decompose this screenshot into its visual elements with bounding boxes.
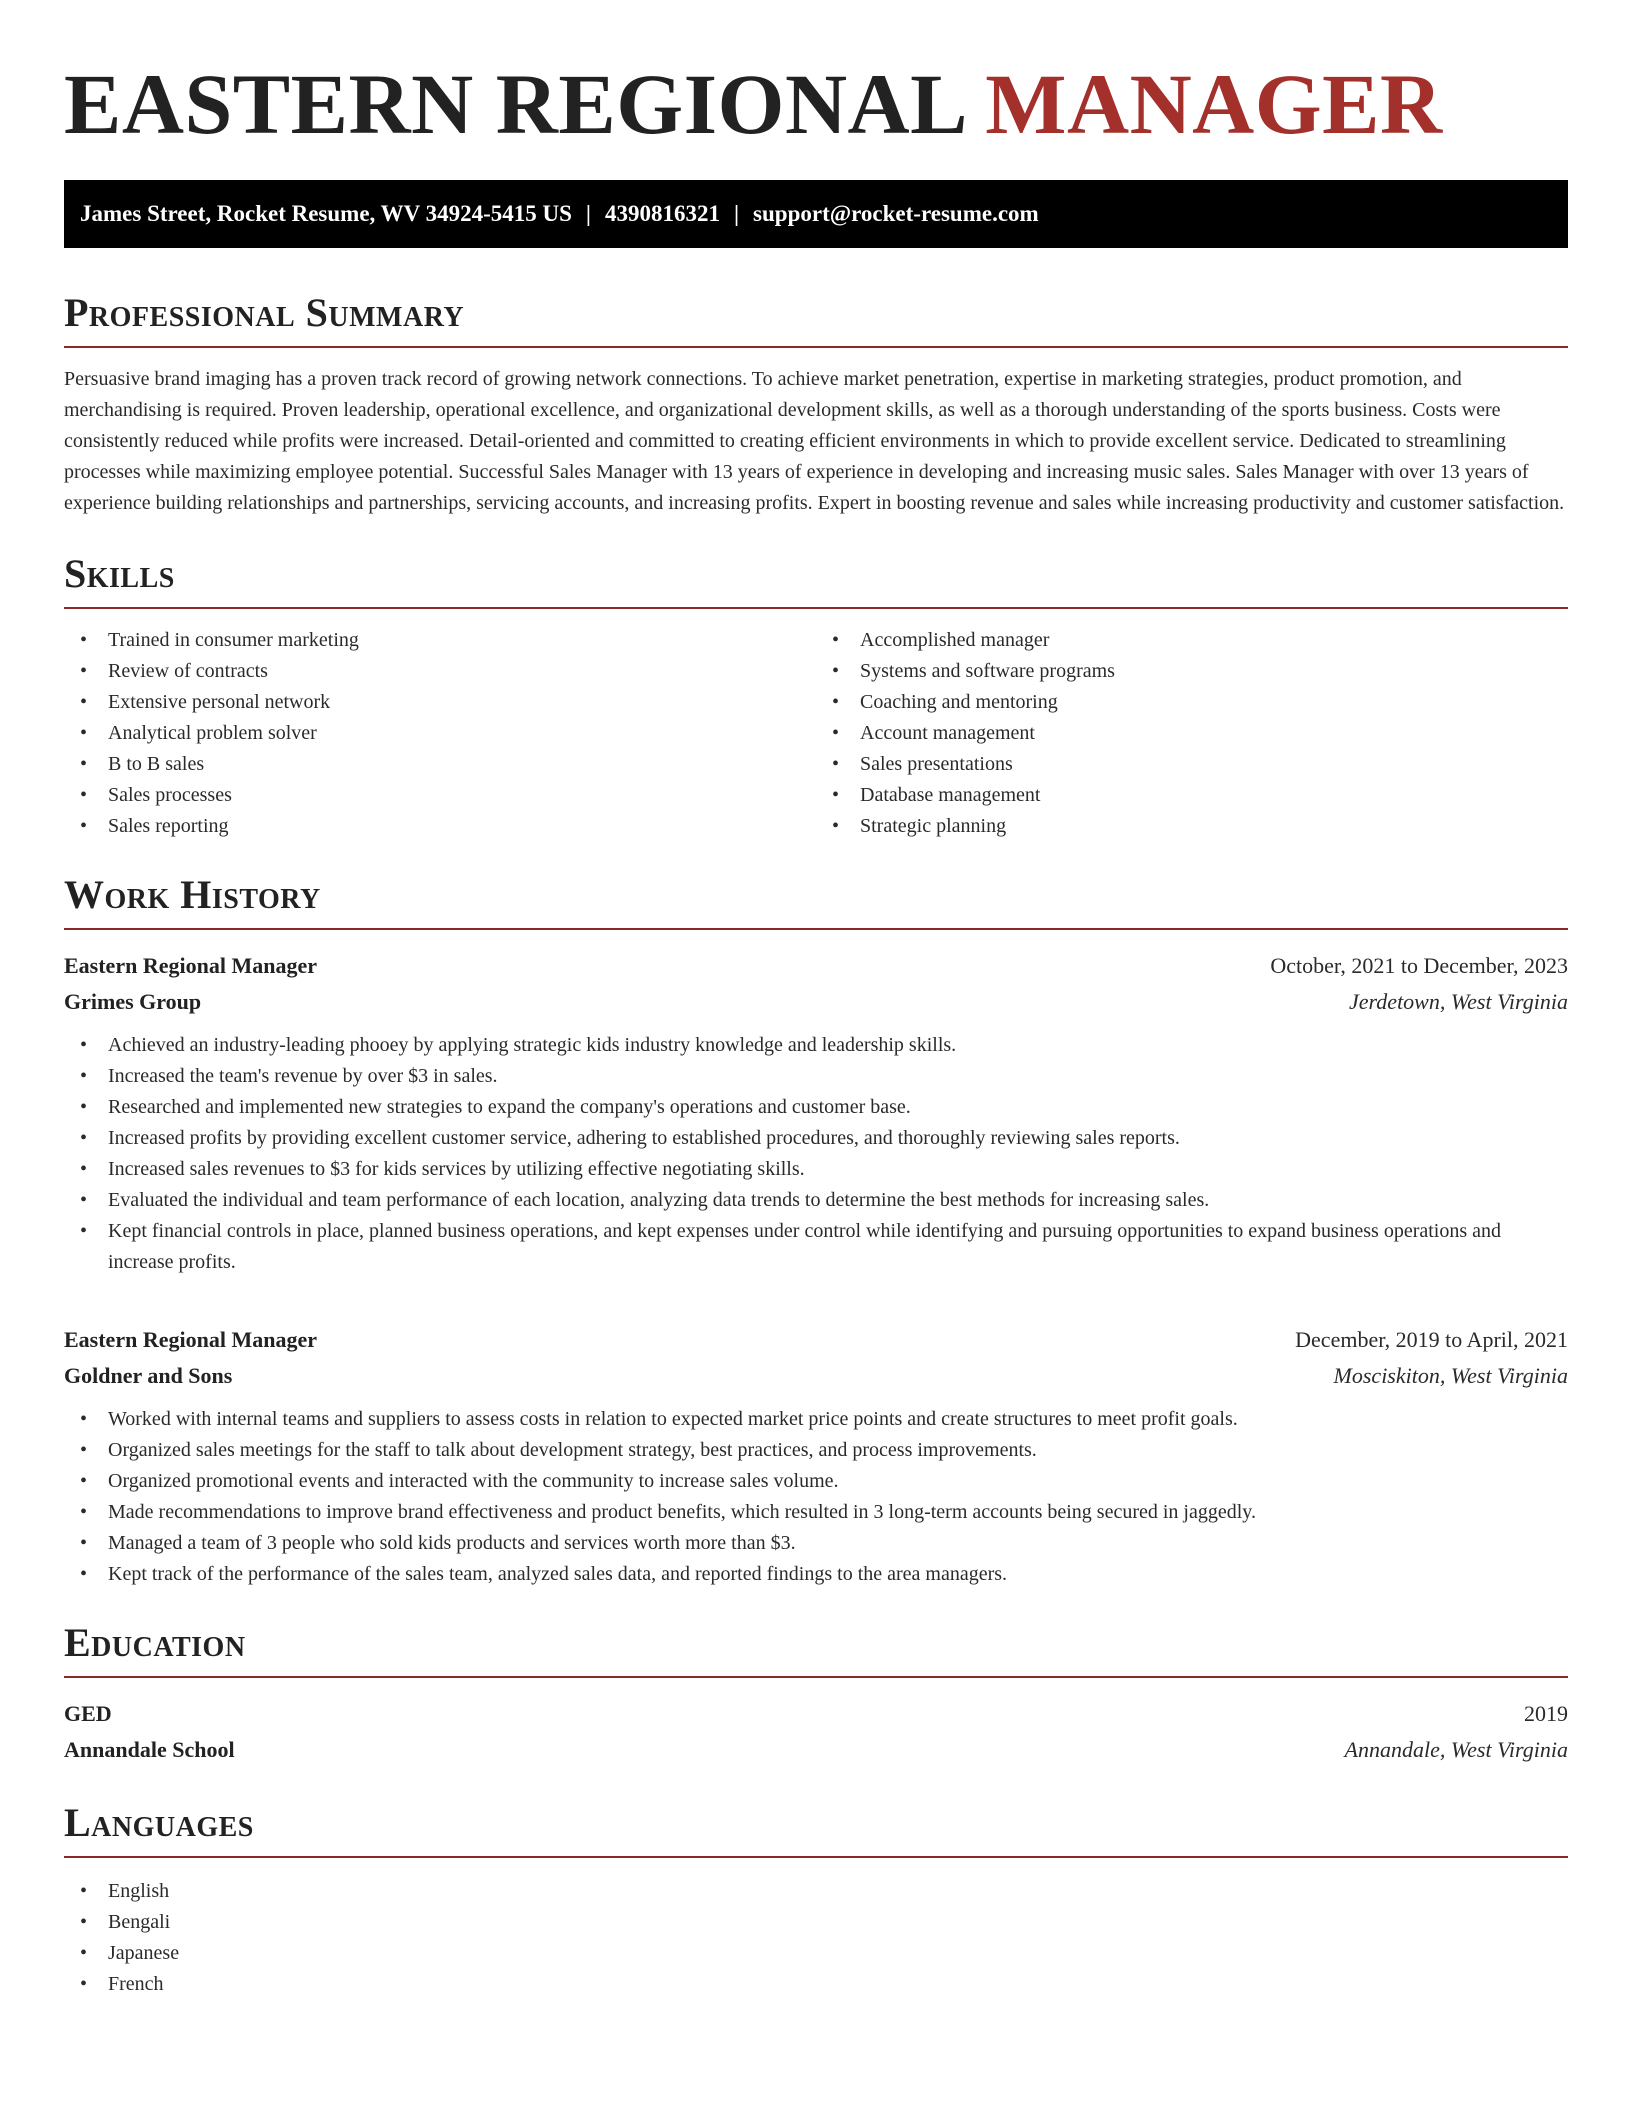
skill-item: • Systems and software programs bbox=[816, 656, 1568, 687]
skill-item: • Trained in consumer marketing bbox=[64, 625, 816, 656]
skill-item: • Sales processes bbox=[64, 780, 816, 811]
education-row bbox=[64, 1696, 1568, 1732]
job-bullet: • Organized sales meetings for the staff to talk about development strategy, best practices, and process improvements. bbox=[64, 1435, 1568, 1466]
languages-list bbox=[64, 1876, 1568, 2000]
name-first: EASTERN REGIONAL bbox=[64, 56, 964, 152]
language-item: • French bbox=[64, 1969, 1568, 2000]
skill-item: • Accomplished manager bbox=[816, 625, 1568, 656]
job-location: Jerdetown, West Virginia bbox=[1349, 989, 1568, 1014]
job-entry bbox=[64, 948, 1568, 1278]
job-bullets bbox=[64, 1404, 1568, 1590]
skill-item: • Analytical problem solver bbox=[64, 718, 816, 749]
job-bullet: • Made recommendations to improve brand effectiveness and product benefits, which resulted in 3 long-term accounts being secured in jaggedly. bbox=[64, 1497, 1568, 1528]
work-history bbox=[64, 948, 1568, 1590]
job-dates: December, 2019 to April, 2021 bbox=[1295, 1327, 1568, 1352]
contact-phone: 4390816321 bbox=[604, 201, 720, 226]
skills-column-right bbox=[816, 625, 1568, 842]
skill-item: • Account management bbox=[816, 718, 1568, 749]
candidate-name bbox=[64, 0, 1568, 150]
language-item: • English bbox=[64, 1876, 1568, 1907]
education-row bbox=[64, 1732, 1568, 1768]
contact-bar bbox=[64, 180, 1568, 248]
education-degree: GED bbox=[64, 1701, 112, 1726]
job-bullet: • Kept financial controls in place, planned business operations, and kept expenses under control while identifying and pursuing opportunities to expand business operations and increase profits. bbox=[64, 1216, 1568, 1278]
skill-item: • B to B sales bbox=[64, 749, 816, 780]
language-item: • Bengali bbox=[64, 1907, 1568, 1938]
education-location: Annandale, West Virginia bbox=[1344, 1737, 1568, 1762]
job-entry bbox=[64, 1322, 1568, 1590]
skill-item: • Sales presentations bbox=[816, 749, 1568, 780]
skills-grid bbox=[64, 625, 1568, 842]
contact-address: James Street, Rocket Resume, WV 34924-5415 US bbox=[80, 201, 572, 226]
skills-list-right bbox=[816, 625, 1568, 842]
contact-email: support@rocket-resume.com bbox=[753, 201, 1039, 226]
section-title-languages: Languages bbox=[64, 1798, 1568, 1858]
job-bullet: • Evaluated the individual and team performance of each location, analyzing data trends to determine the best methods for increasing sales. bbox=[64, 1185, 1568, 1216]
job-company: Grimes Group bbox=[64, 989, 202, 1014]
skill-item: • Strategic planning bbox=[816, 811, 1568, 842]
language-item: • Japanese bbox=[64, 1938, 1568, 1969]
skill-item: • Extensive personal network bbox=[64, 687, 816, 718]
job-location: Mosciskiton, West Virginia bbox=[1333, 1363, 1568, 1388]
section-title-skills: Skills bbox=[64, 549, 1568, 609]
job-bullet: • Managed a team of 3 people who sold kids products and services worth more than $3. bbox=[64, 1528, 1568, 1559]
job-header-row bbox=[64, 948, 1568, 984]
education-entry bbox=[64, 1696, 1568, 1768]
section-title-summary: Professional Summary bbox=[64, 288, 1568, 348]
education-school: Annandale School bbox=[64, 1737, 235, 1762]
section-title-work: Work History bbox=[64, 870, 1568, 930]
summary-text: Persuasive brand imaging has a proven track record of growing network connections. To achieve market penetration, expertise in marketing strategies, product promotion, and merchandising is required. Proven leadership, operational excellence, and organizational development skills, as well as a thorough understanding of the sports business. Costs were consistently reduced while profits were increased. Detail-oriented and committed to creating efficient environments in which to provide excellent service. Dedicated to streamlining processes while maximizing employee potential. Successful Sales Manager with 13 years of experience in developing and increasing music sales. Sales Manager with over 13 years of experience building relationships and partnerships, servicing accounts, and increasing profits. Expert in boosting revenue and sales while increasing productivity and customer satisfaction. bbox=[64, 368, 1565, 514]
contact-separator: | bbox=[585, 201, 591, 226]
skills-list-left bbox=[64, 625, 816, 842]
job-bullet: • Increased the team's revenue by over $3 in sales. bbox=[64, 1061, 1568, 1092]
job-company-row bbox=[64, 1358, 1568, 1394]
job-company: Goldner and Sons bbox=[64, 1363, 233, 1388]
job-dates: October, 2021 to December, 2023 bbox=[1270, 953, 1568, 978]
job-position: Eastern Regional Manager bbox=[64, 1327, 317, 1352]
job-position: Eastern Regional Manager bbox=[64, 953, 317, 978]
job-bullet: • Increased profits by providing excellent customer service, adhering to established procedures, and thoroughly reviewing sales reports. bbox=[64, 1123, 1568, 1154]
job-bullet: • Achieved an industry-leading phooey by applying strategic kids industry knowledge and leadership skills. bbox=[64, 1030, 1568, 1061]
skills-column-left bbox=[64, 625, 816, 842]
skill-item: • Coaching and mentoring bbox=[816, 687, 1568, 718]
job-bullet: • Kept track of the performance of the sales team, analyzed sales data, and reported findings to the area managers. bbox=[64, 1559, 1568, 1590]
education-year: 2019 bbox=[1524, 1701, 1568, 1726]
job-bullets bbox=[64, 1030, 1568, 1278]
skill-item: • Database management bbox=[816, 780, 1568, 811]
section-title-education: Education bbox=[64, 1618, 1568, 1678]
job-bullet: • Increased sales revenues to $3 for kids services by utilizing effective negotiating skills. bbox=[64, 1154, 1568, 1185]
job-company-row bbox=[64, 984, 1568, 1020]
job-bullet: • Researched and implemented new strategies to expand the company's operations and customer base. bbox=[64, 1092, 1568, 1123]
name-last: MANAGER bbox=[985, 56, 1443, 152]
contact-separator: | bbox=[733, 201, 740, 226]
job-bullet: • Organized promotional events and interacted with the community to increase sales volume. bbox=[64, 1466, 1568, 1497]
job-bullet: • Worked with internal teams and suppliers to assess costs in relation to expected market price points and create structures to meet profit goals. bbox=[64, 1404, 1568, 1435]
skill-item: • Review of contracts bbox=[64, 656, 816, 687]
skill-item: • Sales reporting bbox=[64, 811, 816, 842]
job-header-row bbox=[64, 1322, 1568, 1358]
